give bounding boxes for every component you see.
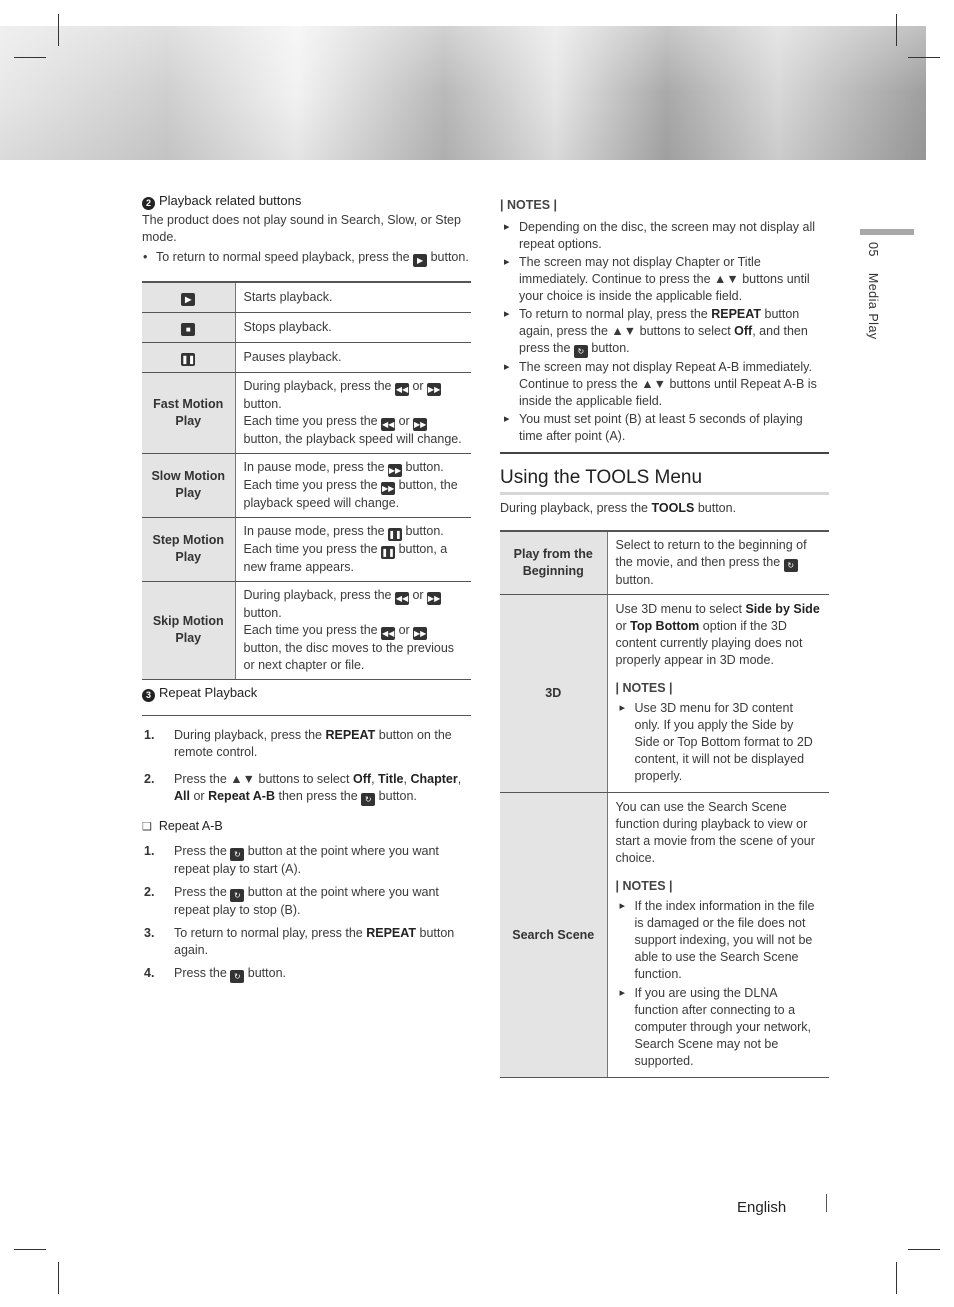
list-item: 2. Press the ▲▼ buttons to select Off, Title, Chapter, All or Repeat A-B then press the ↻ button. — [144, 771, 462, 804]
table-row: Step Motion Play In pause mode, press the ❚❚ button. Each time you press the ❚❚ button, a new frame appears. — [142, 517, 471, 581]
repeat-icon: ↻ — [574, 345, 588, 358]
table-row: Slow Motion Play In pause mode, press the ▶▶ button. Each time you press the ▶▶ button, the playback speed will change. — [142, 453, 471, 517]
rewind-icon: ◀◀ — [381, 419, 395, 429]
chapter-label: 05 Media Play — [866, 242, 880, 340]
crop-mark — [896, 14, 897, 46]
list-item: 3. To return to normal play, press the REPEAT button again. — [144, 925, 455, 957]
crop-mark — [908, 1249, 940, 1250]
repeat-icon: ↻ — [361, 793, 375, 806]
table-row: Fast Motion Play During playback, press the ◀◀ or ▶▶ button. Each time you press the ◀◀ or ▶▶ button, the playback speed will change. — [142, 372, 471, 453]
bullet-item: • To return to normal speed playback, press the ▶ button. — [142, 249, 471, 267]
list-item: ▸ The screen may not display Repeat A-B immediately. Continue to press the ▲▼ buttons until Repeat A-B is inside the applicable field. — [500, 359, 829, 410]
list-item: ▸ If you are using the DLNA function after connecting to a computer through your network, Search Scene may not be supported. — [616, 985, 822, 1070]
notes-list — [500, 219, 829, 445]
footer-language: English — [737, 1199, 787, 1216]
repeat-icon: ↻ — [230, 889, 244, 902]
tools-table — [500, 530, 829, 1078]
repeat-icon: ↻ — [230, 848, 244, 861]
crop-mark — [58, 1262, 59, 1294]
list-item: 1. During playback, press the REPEAT button on the remote control. — [144, 727, 452, 759]
skip-forward-icon: ▶▶ — [427, 593, 441, 603]
list-item: 1. Press the ↻ button at the point where you want repeat play to start (A). — [144, 843, 439, 876]
fast-forward-icon: ▶▶ — [414, 419, 427, 429]
pause-icon: ❚❚ — [381, 547, 395, 557]
repeat-icon: ↻ — [784, 559, 798, 572]
repeat-ab-steps — [142, 843, 471, 983]
skip-forward-icon: ▶▶ — [414, 628, 427, 638]
skip-back-icon: ◀◀ — [381, 628, 395, 638]
chapter-tab-bar — [860, 229, 914, 235]
tools-menu-title: Using the TOOLS Menu — [500, 466, 829, 495]
table-row: ▶ Starts playback. — [142, 282, 471, 312]
play-icon: ▶ — [181, 293, 195, 306]
list-item: ▸ If the index information in the file is damaged or the file does not support indexing, you will not be able to use the Search Scene function. — [616, 898, 822, 983]
playback-buttons-table — [142, 281, 471, 680]
crop-mark — [14, 1249, 46, 1250]
crop-mark — [896, 1262, 897, 1294]
repeat-steps — [142, 715, 471, 806]
repeat-ab-title: ❑ Repeat A-B — [142, 818, 223, 833]
play-icon: ▶ — [413, 254, 427, 267]
footer-divider — [826, 1194, 827, 1212]
rewind-icon: ◀◀ — [395, 384, 409, 394]
section-description: The product does not play sound in Search, Slow, or Step mode. — [142, 213, 461, 244]
left-column — [142, 192, 471, 989]
notes-label: | NOTES | — [500, 198, 558, 212]
list-item: ▸ Use 3D menu for 3D content only. If you apply the Side by Side or Top Bottom format to 2D content, it will not be displayed properly. — [616, 700, 822, 785]
pause-icon: ❚❚ — [388, 529, 402, 539]
repeat-icon: ↻ — [230, 970, 244, 983]
section-number: 2 — [142, 197, 155, 210]
skip-back-icon: ◀◀ — [395, 593, 409, 603]
slow-icon: ▶▶ — [381, 483, 395, 493]
slow-icon: ▶▶ — [388, 465, 402, 475]
section-playback-buttons-title: 2 Playback related buttons — [142, 192, 471, 210]
table-row: Skip Motion Play During playback, press the ◀◀ or ▶▶ button. Each time you press the ◀◀ or ▶▶ button, the disc moves to the previous or next chapter or file. — [142, 581, 471, 679]
list-item: ▸ To return to normal play, press the REPEAT button again, press the ▲▼ buttons to select Off, and then press the ↻ button. — [500, 306, 829, 358]
divider — [500, 452, 829, 454]
list-item: ▸ Depending on the disc, the screen may not display all repeat options. — [500, 219, 829, 253]
table-row: ❚❚ Pauses playback. — [142, 342, 471, 372]
table-row: ■ Stops playback. — [142, 312, 471, 342]
crop-mark — [908, 57, 940, 58]
table-row: 3D Use 3D menu to select Side by Side or Top Bottom option if the 3D content currently playing does not properly appear in 3D mode. | NOTES | ▸ Use 3D menu for 3D content only. If you apply the Side by Side or Top Bottom format to 2D content, it will not be displayed properly. — [500, 595, 829, 793]
fast-forward-icon: ▶▶ — [427, 384, 441, 394]
crop-mark — [14, 57, 46, 58]
list-item: ▸ You must set point (B) at least 5 seconds of playing time after point (A). — [500, 411, 829, 445]
list-item: ▸ The screen may not display Chapter or Title immediately. Continue to press the ▲▼ buttons until your choice is inside the applicable field. — [500, 254, 829, 305]
tools-description: During playback, press the TOOLS button. — [500, 501, 737, 515]
list-item: 2. Press the ↻ button at the point where you want repeat play to stop (B). — [144, 884, 439, 917]
list-item: 4. Press the ↻ button. — [144, 965, 287, 981]
stop-icon: ■ — [181, 323, 195, 336]
crop-mark — [58, 14, 59, 46]
section-number: 3 — [142, 689, 155, 702]
right-column — [500, 197, 829, 1078]
table-row: Search Scene You can use the Search Scene function during playback to view or start a movie from the scene of your choice. | NOTES | ▸ If the index information in the file is damaged or the file does not support indexing, you will not be able to use the Search Scene function. ▸ If you are using the DLNA function after connecting to a computer through your network, Search Scene may not be supported. — [500, 793, 829, 1078]
pause-icon: ❚❚ — [181, 355, 195, 364]
table-row: Play from the Beginning Select to return to the beginning of the movie, and then press the ↻ button. — [500, 531, 829, 595]
header-banner — [0, 26, 926, 160]
section-repeat-title: 3 Repeat Playback — [142, 684, 471, 702]
